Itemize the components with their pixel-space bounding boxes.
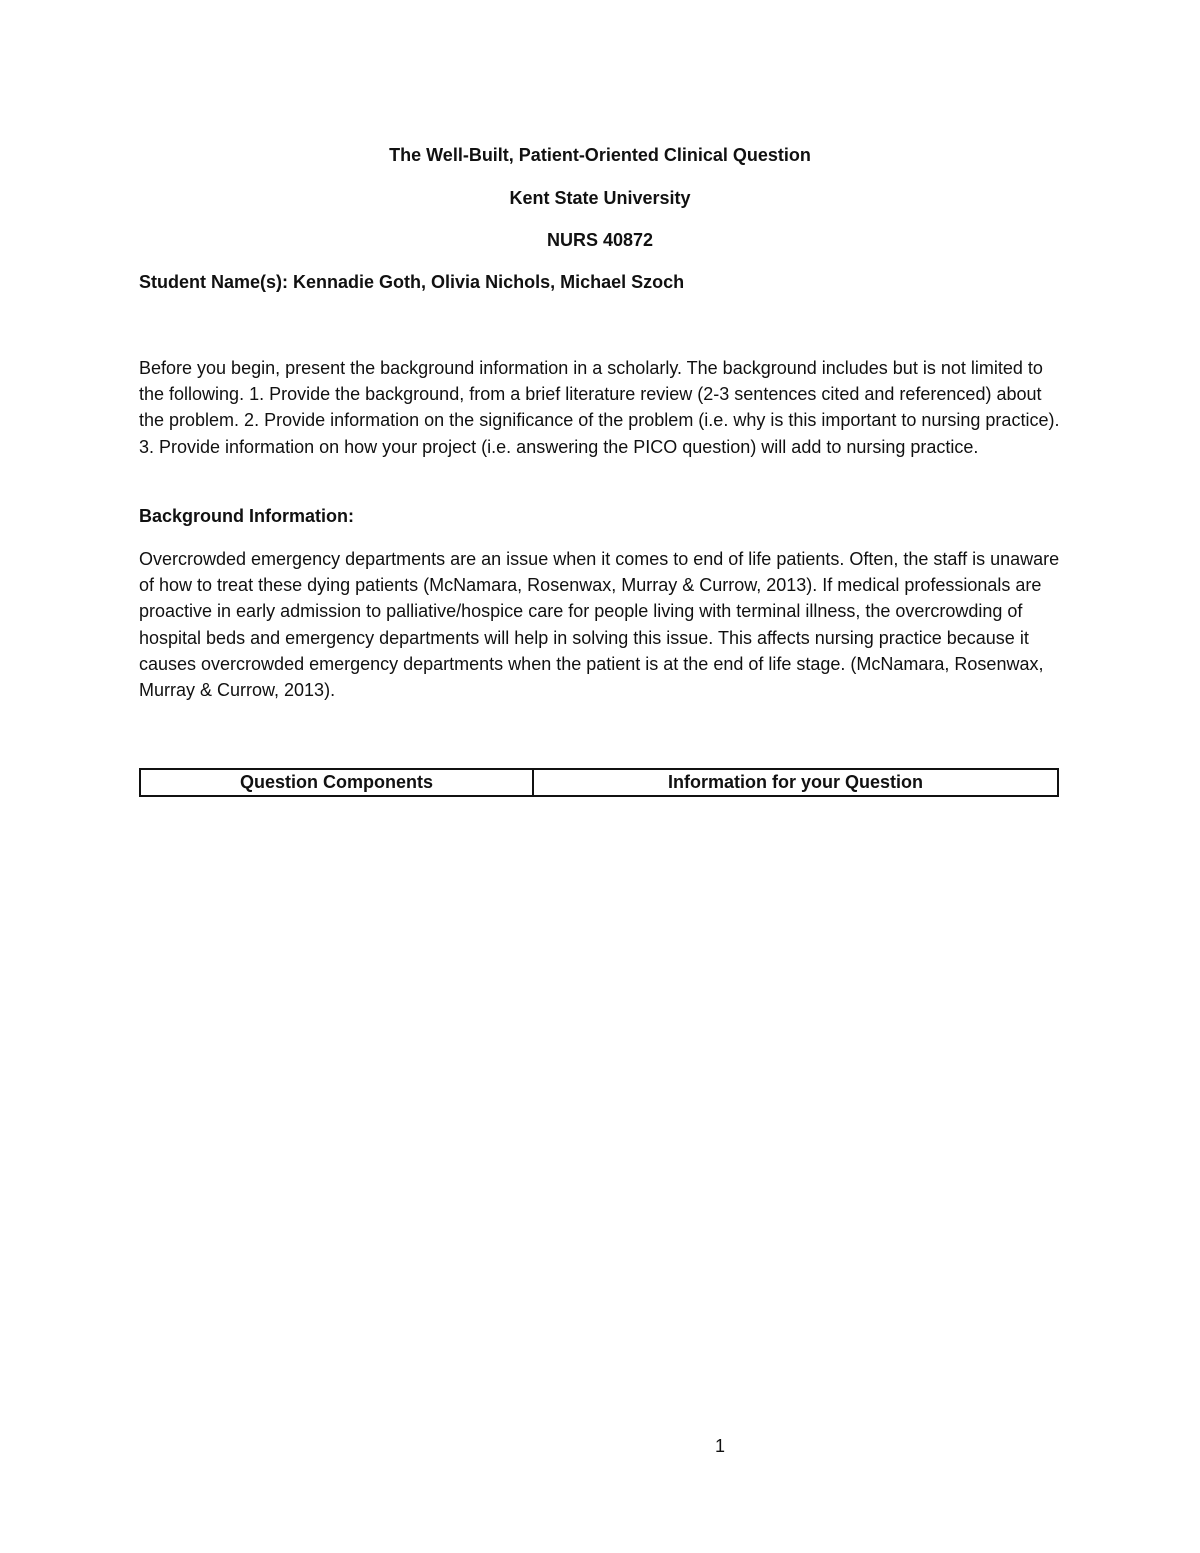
column-header-question-components: Question Components <box>140 769 533 796</box>
background-heading: Background Information: <box>139 506 354 526</box>
page-number: 1 <box>714 1436 725 1456</box>
university-name: Kent State University <box>509 188 691 208</box>
course-code: NURS 40872 <box>546 230 654 250</box>
instructions-paragraph: Before you begin, present the background information in a scholarly. The background includes but is not limited to the following. 1. Provide the background, from a brief literature review (2-3 sentences cited and referenced) about the problem. 2. Provide information on the significance of the problem (i.e. why is this important to nursing practice). 3. Provide information on how your project (i.e. answering the PICO question) will add to nursing practice. <box>139 358 1060 457</box>
table-header-row <box>140 769 1058 796</box>
document-title: The Well-Built, Patient-Oriented Clinical Question <box>389 145 811 165</box>
student-names-line <box>139 270 684 294</box>
student-names: Kennadie Goth, Olivia Nichols, Michael Szoch <box>293 272 685 292</box>
background-paragraph: Overcrowded emergency departments are an issue when it comes to end of life patients. Often, the staff is unaware of how to treat these dying patients (McNamara, Rosenwax, Murray & Currow, 2013). If medical professionals are proactive in early admission to palliative/hospice care for people living with terminal illness, the overcrowding of hospital beds and emergency departments will help in solving this issue. This affects nursing practice because it causes overcrowded emergency departments when the patient is at the end of life stage. (McNamara, Rosenwax, Murray & Currow, 2013). <box>139 549 1060 701</box>
student-names-label: Student Name(s): <box>139 272 289 292</box>
pico-table <box>139 768 1059 797</box>
column-header-information: Information for your Question <box>533 769 1058 796</box>
